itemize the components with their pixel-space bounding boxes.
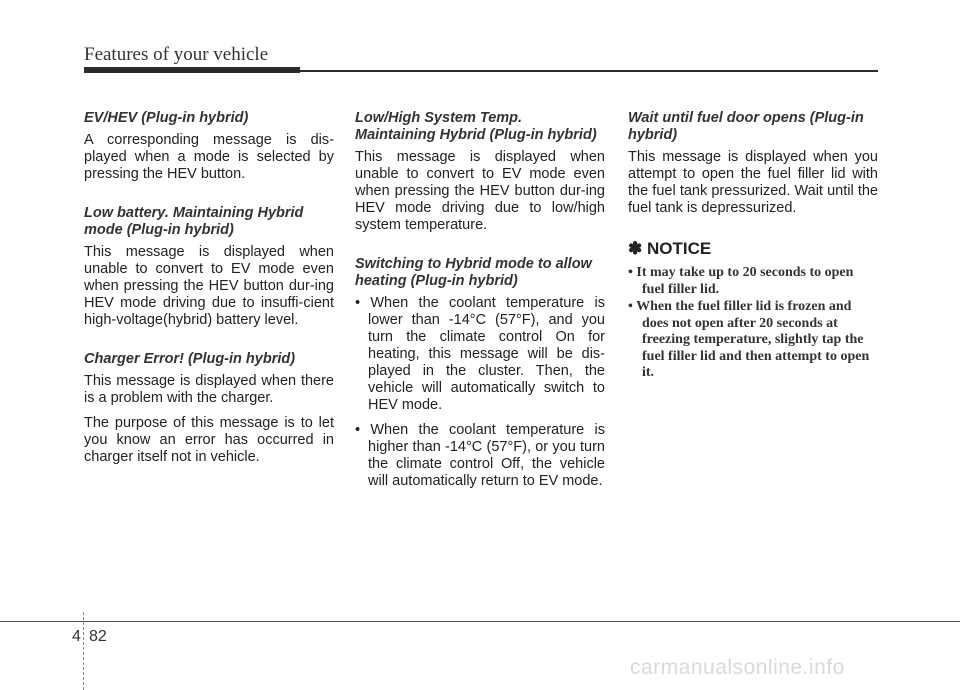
- section-title-ev-hev: EV/HEV (Plug-in hybrid): [84, 110, 249, 126]
- section-title-low-battery: Low battery. Maintaining Hybrid mode (Plug-in hybrid): [84, 205, 304, 238]
- column-1: [84, 110, 334, 488]
- section-body-system-temp: This message is displayed when unable to convert to EV mode even when pressing the HEV button dur-ing HEV mode driving due to low/high system temperature.: [355, 149, 605, 233]
- footer-rule: [0, 621, 960, 622]
- section-body-charger-error-2: The purpose of this message is to let you know an error has occurred in charger itself not in vehicle.: [84, 415, 334, 465]
- section-body-charger-error-1: This message is displayed when there is a problem with the charger.: [84, 373, 334, 406]
- notice-list: [628, 265, 878, 382]
- header-rule-thin: [300, 70, 878, 72]
- section-body-fuel-door: This message is displayed when you attempt to open the fuel filler lid with the fuel tank pressurized. Wait until the fuel tank is depressurized.: [628, 149, 878, 216]
- header-rule-thick: [84, 67, 300, 73]
- column-3: [628, 110, 878, 383]
- section-body-ev-hev: A corresponding message is dis-played when a mode is selected by pressing the HEV button.: [84, 132, 334, 182]
- chapter-number: 4: [72, 628, 81, 645]
- switching-hybrid-bullets: [355, 295, 605, 490]
- section-body-low-battery: This message is displayed when unable to convert to EV mode even when pressing the HEV button dur-ing HEV mode driving due to insuffi-cient high-voltage(hybrid) battery level.: [84, 244, 334, 328]
- page-number: 82: [89, 628, 107, 645]
- section-title-switching-hybrid: Switching to Hybrid mode to allow heating (Plug-in hybrid): [355, 256, 592, 289]
- list-item: • When the fuel filler lid is frozen and does not open after 20 seconds at freezing temperature, slightly tap the fuel filler lid and then attempt to open it.: [628, 299, 870, 380]
- watermark: carmanualsonline.info: [630, 656, 845, 679]
- section-title-system-temp: Low/High System Temp. Maintaining Hybrid (Plug-in hybrid): [355, 110, 597, 143]
- column-2: [355, 110, 605, 498]
- section-title-fuel-door: Wait until fuel door opens (Plug-in hybrid): [628, 110, 864, 143]
- page-header-title: Features of your vehicle: [84, 44, 269, 65]
- section-title-charger-error: Charger Error! (Plug-in hybrid): [84, 351, 296, 367]
- list-item: • When the coolant temperature is higher than -14°C (57°F), or you turn the climate control Off, the vehicle will automatically return to EV mode.: [355, 422, 605, 489]
- list-item: • When the coolant temperature is lower than -14°C (57°F), and you turn the climate control On for heating, this message will be dis-played in the cluster. Then, the vehicle will automatically switch to HEV mode.: [355, 295, 605, 413]
- notice-title: ✽ NOTICE: [628, 239, 712, 258]
- footer-divider: [83, 612, 85, 690]
- list-item: • It may take up to 20 seconds to open fuel filler lid.: [628, 265, 854, 297]
